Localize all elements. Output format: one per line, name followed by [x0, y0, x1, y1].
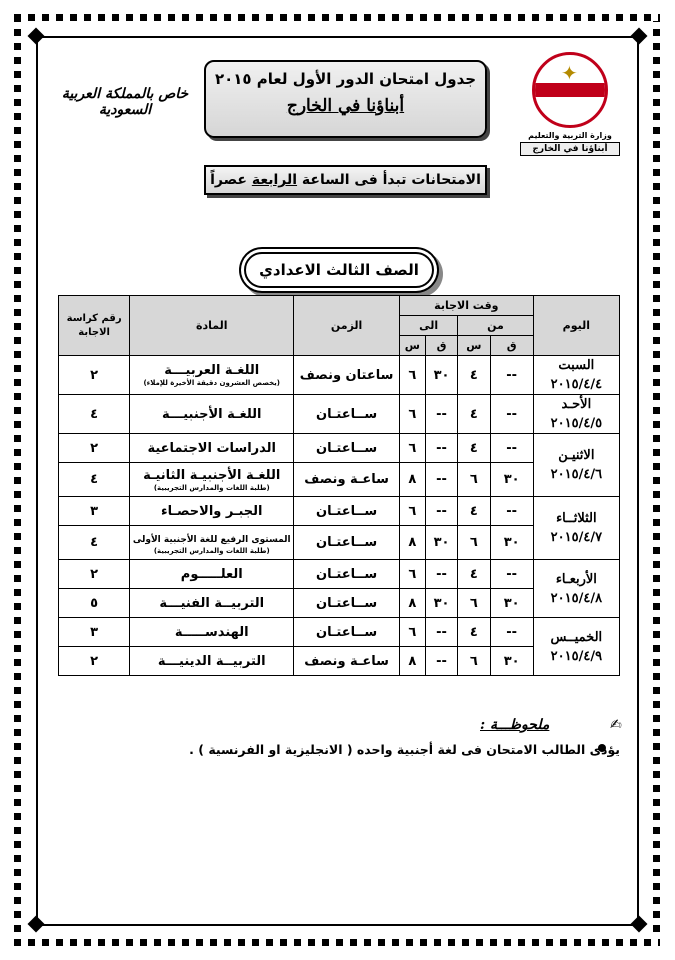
from-minutes-cell: --: [490, 434, 533, 463]
from-hour-cell: ٦: [458, 463, 490, 497]
booklet-number-cell: ٢: [59, 647, 130, 676]
day-date: ٢٠١٥/٤/٤: [550, 377, 603, 392]
exam-schedule-table: [58, 295, 620, 676]
table-row: [59, 395, 620, 434]
from-hour-cell: ٦: [458, 526, 490, 560]
header-duration: الزمن: [294, 296, 400, 356]
day-date: ٢٠١٥/٤/٥: [550, 416, 603, 431]
start-notice-highlight: الرابعة: [251, 172, 298, 188]
subject-name: العلـــــوم: [180, 566, 243, 582]
day-cell: [533, 497, 619, 560]
from-minutes-cell: ٣٠: [490, 463, 533, 497]
day-date: ٢٠١٥/٤/٦: [550, 467, 603, 482]
from-minutes-cell: --: [490, 560, 533, 589]
from-hour-cell: ٦: [458, 647, 490, 676]
subject-note: (طلبة اللغات والمدارس التجريبية): [153, 546, 270, 555]
subject-name: الجبـر والاحصـاء: [161, 503, 263, 519]
from-minutes-cell: ٣٠: [490, 526, 533, 560]
day-date: ٢٠١٥/٤/٨: [550, 590, 603, 606]
subject-note: (يخصص العشرون دقيقة الأخيرة للإملاء): [143, 379, 281, 387]
subject-cell: [130, 356, 294, 395]
day-name: الخميــس: [550, 629, 603, 645]
from-minutes-cell: ٣٠: [490, 589, 533, 618]
day-cell: [533, 560, 619, 618]
duration-cell: ساعـة ونصف: [294, 647, 400, 676]
logo-caption: أبناؤنا في الخارج: [520, 142, 620, 156]
to-hour-cell: ٨: [399, 463, 425, 497]
duration-cell: ســاعتـان: [294, 589, 400, 618]
subject-cell: [130, 497, 294, 526]
header-from-s: س: [458, 336, 490, 356]
header-to-s: س: [399, 336, 425, 356]
duration-cell: ســاعتـان: [294, 497, 400, 526]
header-subject: المادة: [130, 296, 294, 356]
booklet-number-cell: ٢: [59, 560, 130, 589]
booklet-number-cell: ٤: [59, 395, 130, 434]
to-minutes-cell: ٣٠: [425, 356, 457, 395]
to-hour-cell: ٦: [399, 618, 425, 647]
subject-cell: [130, 589, 294, 618]
from-minutes-cell: --: [490, 618, 533, 647]
logo-text: وزارة التربية والتعليم: [528, 131, 612, 140]
from-hour-cell: ٤: [458, 618, 490, 647]
day-name: الأربعـاء: [555, 571, 597, 587]
remarks-title: ملحوظـــة :: [480, 717, 550, 733]
day-cell: [533, 356, 619, 395]
subject-cell: [130, 560, 294, 589]
to-minutes-cell: --: [425, 434, 457, 463]
title-box: [204, 60, 487, 138]
to-hour-cell: ٦: [399, 497, 425, 526]
subject-name: التربيــة الفنيـــة: [159, 595, 265, 611]
day-date: ٢٠١٥/٤/٩: [550, 648, 603, 664]
day-name: السبت: [558, 358, 595, 373]
from-hour-cell: ٤: [458, 395, 490, 434]
to-minutes-cell: --: [425, 463, 457, 497]
start-notice-prefix: الامتحانات تبدأ فى الساعة: [297, 172, 481, 188]
to-hour-cell: ٦: [399, 560, 425, 589]
subject-cell: [130, 526, 294, 560]
table-row: [59, 356, 620, 395]
subject-name: الدراسات الاجتماعية: [147, 440, 276, 456]
day-cell: [533, 618, 619, 676]
subject-name: اللغـة الأجنبيـــة: [162, 406, 262, 422]
booklet-number-cell: ٣: [59, 497, 130, 526]
day-cell: [533, 434, 619, 497]
from-hour-cell: ٦: [458, 589, 490, 618]
booklet-number-cell: ٢: [59, 434, 130, 463]
to-hour-cell: ٨: [399, 589, 425, 618]
duration-cell: ســاعتـان: [294, 395, 400, 434]
start-notice-suffix: عصراً: [210, 172, 252, 188]
day-name: الاثنيـن: [558, 448, 595, 463]
booklet-number-cell: ٣: [59, 618, 130, 647]
region-label: خاص بالمملكة العربية السعودية: [61, 86, 189, 118]
duration-cell: ســاعتـان: [294, 434, 400, 463]
to-hour-cell: ٦: [399, 395, 425, 434]
subject-cell: [130, 434, 294, 463]
from-minutes-cell: ٣٠: [490, 647, 533, 676]
subject-cell: [130, 618, 294, 647]
table-row: [59, 618, 620, 647]
day-name: الأحـد: [561, 397, 592, 412]
from-minutes-cell: --: [490, 395, 533, 434]
to-hour-cell: ٨: [399, 647, 425, 676]
duration-cell: ساعتان ونصف: [294, 356, 400, 395]
page-subtitle: أبناؤنا في الخارج: [286, 96, 405, 116]
to-hour-cell: ٦: [399, 356, 425, 395]
subject-name: المستوى الرفيع للغة الأجنبية الأولى: [132, 534, 291, 545]
header-day: اليوم: [533, 296, 619, 356]
day-name: الثلاثــاء: [556, 511, 597, 526]
grade-label: الصف الثالث الاعدادي: [244, 252, 434, 288]
subject-name: اللغـة العربيـــة: [164, 363, 260, 378]
from-minutes-cell: --: [490, 497, 533, 526]
header-to: الى: [399, 316, 457, 336]
from-hour-cell: ٤: [458, 356, 490, 395]
booklet-number-cell: ٢: [59, 356, 130, 395]
day-date: ٢٠١٥/٤/٧: [550, 530, 603, 545]
booklet-number-cell: ٤: [59, 526, 130, 560]
from-minutes-cell: --: [490, 356, 533, 395]
subject-name: اللغـة الأجنبيـة الثانيـة: [143, 467, 281, 483]
header-answer-time: وقت الاجابة: [399, 296, 533, 316]
to-hour-cell: ٨: [399, 526, 425, 560]
subject-note: (طلبة اللغات والمدارس التجريبية): [153, 483, 270, 492]
from-hour-cell: ٤: [458, 497, 490, 526]
to-hour-cell: ٦: [399, 434, 425, 463]
from-hour-cell: ٤: [458, 560, 490, 589]
pen-icon: ✍: [610, 717, 622, 733]
to-minutes-cell: --: [425, 497, 457, 526]
to-minutes-cell: --: [425, 560, 457, 589]
subject-cell: [130, 395, 294, 434]
ministry-logo: [520, 52, 620, 152]
subject-name: التربيــة الدينيـــة: [157, 653, 266, 669]
table-row: [59, 560, 620, 589]
logo-emblem: [532, 52, 608, 128]
eagle-icon: ✦: [561, 61, 578, 85]
duration-cell: ســاعتـان: [294, 618, 400, 647]
booklet-number-cell: ٥: [59, 589, 130, 618]
to-minutes-cell: --: [425, 395, 457, 434]
booklet-number-cell: ٤: [59, 463, 130, 497]
to-minutes-cell: ٣٠: [425, 526, 457, 560]
start-time-notice: [204, 165, 487, 195]
page-title: جدول امتحان الدور الأول لعام ٢٠١٥: [214, 70, 477, 88]
header-from-q: ق: [490, 336, 533, 356]
duration-cell: ساعـة ونصف: [294, 463, 400, 497]
table-row: [59, 497, 620, 526]
header-from: من: [458, 316, 534, 336]
to-minutes-cell: ٣٠: [425, 589, 457, 618]
duration-cell: ســاعتـان: [294, 526, 400, 560]
subject-name: الهندســـــة: [174, 624, 249, 640]
day-cell: [533, 395, 619, 434]
duration-cell: ســاعتـان: [294, 560, 400, 589]
header-booklet: رقم كراسة الاجابة: [59, 296, 130, 356]
header-to-q: ق: [425, 336, 457, 356]
remark-item: يؤدى الطالب الامتحان فى لغة أجنبية واحده ( الانجليزية او الفرنسية ) .: [189, 742, 620, 757]
to-minutes-cell: --: [425, 647, 457, 676]
table-row: [59, 434, 620, 463]
to-minutes-cell: --: [425, 618, 457, 647]
from-hour-cell: ٤: [458, 434, 490, 463]
subject-cell: [130, 463, 294, 497]
subject-cell: [130, 647, 294, 676]
